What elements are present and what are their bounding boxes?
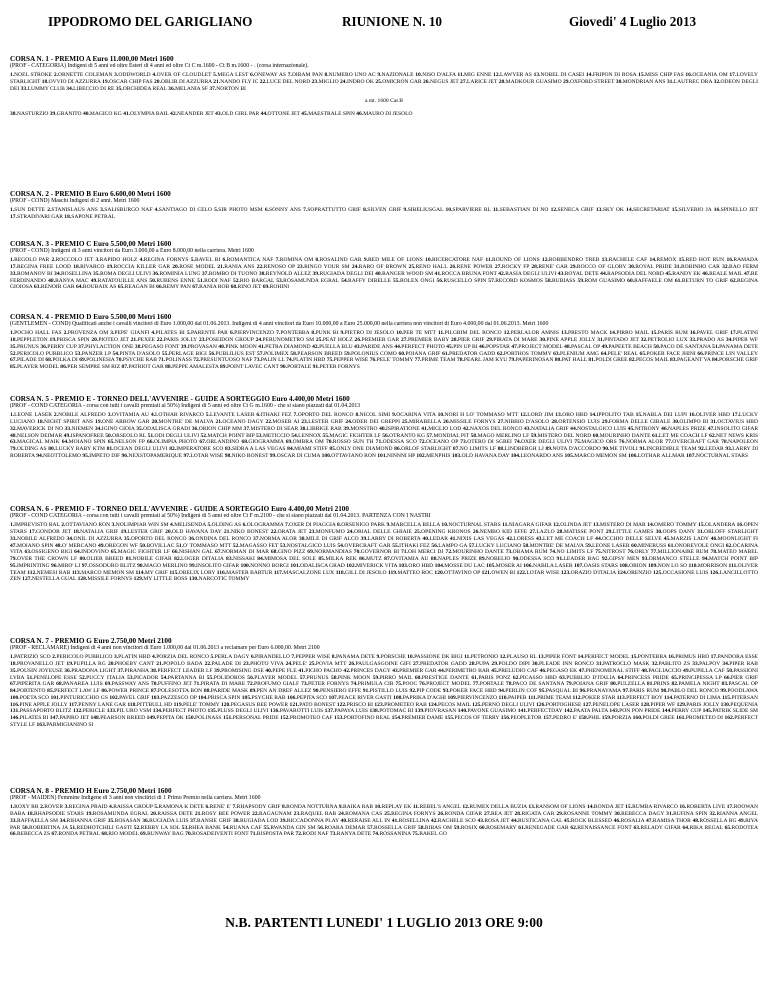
race-title: CORSA N. 3 - PREMIO C Euro 5.500,00 Metri 1600 [10, 240, 172, 248]
race-conditions: (PROF - CATEGORIA) Indigeni di 5 anni ed oltre Esteri di 4 anni ed oltre Ct C m.1600 - Ct B m.1600 - . (corsa internazionale). [10, 63, 309, 70]
race-title: CORSA N. 4 - PREMIO D Euro 5.500,00 Metri 1600 [10, 313, 172, 321]
race-entries: 1.PATRIZIO SCO 2.PERICOLO PUBBLICO 3.PLATIN HBD 4.PORZIA DEL RONCO 5.PERLA DAGY 6.PIRANDELLO 7.PEPPER WISE 8.PANAMA DETE 9.PORSCHE 10.PASSIONE DK BIGI 11.PETRONIO 12.PLAUSO RL 13.PIPER FONT 14.PERFECT MODEL 15.PONTEBBA 16.PRIMUS HBD 17.PANDORA ESSE 18.PROVANELLO JET 19.PUPILLA RG 20.PHOEBY CANT 21.POPOLO BADA 22.PALADE DI 23.PHOTO VIVA 24.PELE' 25.POVIA MTT 26.PAULGASGOINE GIFI 27.PREDATOR GADD 28.PUPA 29.POLDO DIPI 30.PLEADE INN RONCO 31.PATROCLO MASK 32.PABLITO ZS 33.PALPOV 34.PIPER RAB 35.POUSIN JOYEUSE 36.PRADONA LIGHT 37.PIRANHA 38.PERFECT LEADER LF 39.PROMISING DSE 40.PEPE FLE 41.PICHO PACHO 42.PRINCES DAGY 43.PREMIER GAR 44.PERIMETRO BAR 45.PRELUDIO CAF 46.PEGASO EK 47.PHENOMENAL STIFF 48.PAGLIACCIO 49.PUPILLA CAF 50.PASSIONI LYRA 51.PENELOPE ESSE 52.PUCCY ITALIA 53.PICADOR 54.PARTANNA BI 55.POLIDOROS 56.PLAYER MODEL 57.PRUNUS 58.PINK MOON 59.PIRRO MAIL 60.PRESTIGE DANTE 61.PARIS PONZ 62.PICASSO HBD 63.PUBBLIO D'ITALIA 64.PRINCESS PRIDE 65.PRINCIPESSA LP 66.PIER GRIF 67.PIPERITA GAR 68.PANAREA LUIS 69.PASSWAY ANS 70.PUFFINO JET 71.PIRATA DI MARE 72.PROFUMO GIALF 73.PETER FORNYS 74.PRIMULA CIR 75.POOC 76.PROJECT MODEL 77.PORTALE 78.PACO DE SANTANA 79.POIANA GRIF 80.PULZELLA 81.PRINS 82.PAMELA NIGHT 83.PASCAL OP 84.PORTENTO 85.PERFECT LAW LF 86.POWER PRINCE 87.POLESOTTA BON 88.PARIDE MASK 89.PEN AN DREF ALLEZ 90.PENSIERO EFFE 91.PISTILLO LUIS 92.PIP CODE 93.POKER FACE HBD 94.PERLIN COF 95.PASQUAL BI 96.PRANAYAMA 97.PARIS RUM 98.PABLO DEL RONCO 99.POODLAWA 100.POETA SCO 101.PINTURICCHIO GS 102.PAVEL GRIF 103.PAZZESCO OP 104.PRISCA SPIN 105.PSYCHE RAB 106.PEPITA SCO 107.PEACE RIVER GASTI 108.PAPRIKA D'AGHI 109.PIERVINCENZO 110.PAIPER 111.PRIME TEAM 112.POKER STAR 113.PERFECT BOY 114.PATERNO DI LIMA 115.PITERSAN 116.PINE APPLE JOLLY 117.PENNY LANE GAR 118.PITTBULL HD 119.PELE' TOMMY 120.PEGASUS BEE POWER 121.PATO BONEST 122.PRISCO BI 123.PROMETEO RAB 124.PECOS MAIL 125.PERNO DEGLI ULIVI 126.PORTOGHESE 127.PENELOPE LASER 128.PIPER WF 129.PARIS JOLLY 130.PEQUENIA 131.PASSAPORTO BLITZ 132.PERICLE 133.PIL URO VSM 134.PERFECT PHOTO 135.PLUSS DEGLI ULIVI 136.PAVAROTTI LUIS 137.PAPAYA LUIS 138.POTOMAC BI 139.PIOVRASAN 140.PAVONE GUASIMO 141.PERFECTDAY 142.PAATA PALTA 143.PON PON PRIDE 144.PERRY CUP 145.PATRIK SLIDE SM 146.PILATES BI 147.PAPIRO JET 148.PEARSON BREED 149.PEPITA OK 150.POLINASS 151.PERSONAL PRIDE 152.PROMOTEO CAF 153.PORTOFINO REAL 154.PREMIER DAME 155.PECOS OF TERRY 156.PEOPLETOR 157.PEDRO E' 158.PHIL 159.PORZIA 160.POLDI GREE 161.PROMETEO DI 162.PERFECT STYLE LF 163.PARMIGIANINO SI [10, 654, 759, 728]
race-conditions: (PROF - COND) Maschi Indigeni di 2 anni. Metri 1600 [10, 198, 140, 205]
race-conditions: (PROF - RECLAMARE) Indigeni di 4 anni non vincitori di Euro 1.000,00 dal 01.06.2013 a reclamare per Euro 6.000,00. Metri 2100 [10, 645, 320, 652]
race-conditions: (GENTLEMEN - COND) Qualificati anche i cavalli vincitori di Euro 1.000,00 dal 01.06.2013. Indigeni di 4 anni vincitori da Euro 10.000,00 a Euro 25.000,00 nella carriera non vincitori di Euro 4.000,00 dal 01.06.2013. Metri 1600 [10, 321, 549, 328]
race-entries: 1.IMPREVISTO RAL 2.OTTAVIANO RON 3.NOLIMPIAR WIN SM 4.MELISENDA 5.OLDING AS 6.OLOGRAMMA 7.OXER DI PIAGGIA 8.ORSENIGO PARK 9.MARCELLA BELLA 10.NOCTURNAL STARS 11.NIAGARA GIFAR 12.OLINDA JET 13.MISTERO DI MAR 14.OMERO TOMMY 15.OLANDERA 16.OPEN STARS 17.GONDOR JET 18.NATALIA GRIF 19.LESTER GRIF 20.OLD HAVANA DAY 21.NIKO BONEST 22.ORATA JET 23.MONFUMO 24.ORIAL DELLE GHIAIE 25.OPENING KRONOS 26.NEMBO KID EFFE 27.LAZLO 28.MATISSE PONT 29.LITTLE GAMES 30.OOPS DANY 31.ORLOFF STARLIGHT 33.NOBILE ALFREDO 34.ONIL DI AZZURRA 35.OPORTO DEL RONCO 36.ONDINA DEL RONCO 37.NORMA ALOR 38.MILE DI GRIF ALCO 39.LARRY DI ROBERTA 40.LEDAR 41.NIXIS LAS VEGAS 42.LORESS 43.LET ME COACH LF 44.OCCHIO DELLE SELVE 45.MARZIS LADY 46.MOONLIGHT FI 47.MOIANO SPIN 48.O' MERCANO 49.OREGON WF 50.BOVILLAC 51.O' TOMMASO MTT 52.MAGASSO FET 53.NOSTALGICO LUIS 54.OVERCRAFT GAR 55.ITHAKI FEZ 56.LAMPO GA 57.LUCKY LUCIANO 58.MONTRE' DE MALVA 59.LEONE LASER 60.MINERUSS 61.ONOREVOLE ONGI 62.OCARINA VITA 63.OSSIGENO BIGI 64.INDOVINO 65.MAGIC FIGHTER LF 66.NISHAN GAL 67.NORMAN DI MAR 68.GINO PIZZ 69.NORMANDIAS 70.GOVERNOR BI 71.OH MERCI DJ 72.MOURINHO DANTE 73.OBAMA RUM 74.NO LIMITS LF 75.NITROST 76.ORLY 77.MILLIONAIRE RUM 78.MATEO MABEL 79.OVER THE CROWN LF 80.OLIER BREED 81.NOBILE GIFAR 82.LOGER DITALIA 83.NISSAKI 84.MIMOSA DEL SOLE 85.MILKA REK 86.MUTZ 87.OVITAMIA AU 88.NAPLES PRIZE 89.NOBELIO 90.ODESSA SCO 91.LEADER BAG 92.GIPSY MEN 93.ORMANCO STELLE 94.MATCH POINT BIP 95.IMPRINTING 96.MIRO' LJ 97.OSSODURO BLITZ 98.MAGO MERLINO 99.INSOLITO GIFAR 100.NONNO BORGI 101.ODALISCA GRAD 102.MIVERICK VITA 103.ORO HBD 104.MOSSE DU LAC 105.MOSER AI 106.NABILA LASER 107.OASIS STARS 108.ORION 109.NON LO SO 110.MORRISON 111.OLIVER TEAM 112.NEMESI RAB 113.MARCO MEMON SM 114.MY GRIF 115.OBELIX LORY 116.MASTER BARTUR 117.MASCALZONE LUX 118.GILL DI JESOLO 119.MATTEO ROC 120.OTTAVINO OP 121.OWEN BI 122.LOTAR WISE 123.ORAZIO D'ITALIA 124.ORENZIO 125.OCCASIONE LUIS 126.LANCILLOTTO ZEN 127.NESTELLA GUAL 128.MISSILE FORNYS 129.MY LITTLE BOSS 130.NARCOTIC TOMMY [10, 522, 759, 583]
race-section-6 [10, 505, 758, 583]
race-entries-secondary: 38.NASTURZIO 39.GRANITO 40.MAGICO KG 41.OLYMPIA BAIL 42.NEANDER JET 43.OLD GIRL PAR 44.OTTONE JET 45.MAESTRALE SPIN 46.MAURO DI JESOLO [10, 110, 413, 117]
race-section-5 [10, 395, 758, 460]
race-entries: 1.NOEL STROKE 2.ORNETTE COLEMAN 3.ODDWORLD 4.OVER OF CLOUDLET 5.MEGA LEST 6.ONEWAY AS 7.OIRAM PAN 8.NUMERO UNO AC 9.NAZIONALE 10.NISO D'ALFA 11.MIG ENNE 12.LAWYER AS 13.NOBEL DI CASEI 14.FRIPON DI ROSA 15.MISS CHIP FAS 16.OCEANIA OM 17.LOVELY STARLIGHT 18.OVVIO DI AZZURRA 19.OSCAR CHIP FAS 20.OBLIR DI AZZURRA 21.NANDO FLY IC 22.LUCE DEL NORD 23.MIGLIO 24.INDRO OK 25.OMICRON GAR 26.NEGUS JET 27.LARICE JET 28.MADKOUR GUASIMO 29.OXFORD STREET 30.MONDRIAN ANS 31.LAUTREC DRA 32.ODEON DEGLI DEI 33.LUMMY CLUB 34.LIBECCIO DI RE 35.ORCHIDEA REAL 36.MELANIA SF 37.NORTON BI [10, 72, 758, 92]
race-entries: 1.ROXY RR 2.ROVER 3.REGINA PRAID 4.RAISSA GROUP 5.RAMONA K DETE 6.RENE' E' 7.RHAPSODY GRIF 8.RONDA NOTTURNA 9.RAIKA RAB 10.REPLAY EK 11.REBEL'S ANGEL 12.RUMEX DELLA BUZIA 13.RANSOM OF LIONS 14.RONDA JET 15.RUMBA RIVARCO 16.ROBERTA LIVE 17.ROOWAN BABA 18.RHAPSODIE STARS 19.ROSAMUNDA EGRAL 20.RAISSA DETE 21.ROSY BEE POWER 22.RAGAUNAM 23.RAQUEL RAB 24.ROMANA CAS 25.REGINA FORNYS 26.RONDA GIFAR 27.REA JET 28.RIGATA CAR 29.ROSANNE TOMMY 30.REBECCA DAGY 31.RUFINA SPIN 32.RIANNA ANGEL 33.RAFFAELLA SM 34.RIHANNA GRIF 35.ROSASAN 36.RUGIADA LUIS 37.RANSIE GRIF 38.RUGIADA LOD 39.RICCADONNA PLAY 40.RERAISE ALL IN 41.ROSELLINA 42.RACHELE SCO 43.ROSA JET 44.RUSTICANA GAL 45.ROCK BLESSED 46.ROSALIA 47.RAMISA THOR 48.ROSSELLA RG 49.RIYA PAR 50.ROBERTINA JA 51.REDHOTCHILI GASTI 52.REBBY LA SOL 53.RHEA BANK 54.RUANA CAF 55.RWANDA GIN SM 56.ROARA DEMAR 57.ROSSELLA GRIF 58.RIBAS OM 59.ROSIX 60.ROSEMARY 61.RENEGADE GAR 62.RENAISSANCE FONT 63.RELADY GIFAR 64.RIKA REGAL 65.RODOTEA 66.REBECCA ZS 67.RONDA PETRAL 68.RIO MODEL 69.RUNWAY BAG 70.ROSADEIVENTI FONT 71.RISPOSTA PAR 72.RODI NAF 73.RANYA DETE 74.ROSSANINA 75.RAKEL GO [10, 804, 759, 838]
race-title: CORSA N. 1 - PREMIO A Euro 11.000,00 Metri 1600 [10, 55, 174, 63]
race-conditions: (PROF - COND CATEGORIA - corsa con tutti i cavalli premiati al 50%) Indigeni di 5 anni ed oltre Ct G m.1600 - che si siano piazzati dal 01.04.2013 [10, 403, 361, 410]
race-section-2 [10, 190, 758, 221]
meeting-date: Giovedi' 4 Luglio 2013 [569, 14, 697, 29]
race-title: CORSA N. 5 - PREMIO E - TORNEO DELL'AVVENIRE - GUIDE A SORTEGGIO Euro 4.400,00 Metri 1600 [10, 395, 350, 403]
footer-notice: N.B. PARTENTI LUNEDI' 1 LUGLIO 2013 ORE 9:00 [225, 915, 543, 930]
race-conditions: (PROF - COND CATEGORIA - corsa con tutti i cavalli premiati al 50%) Indigeni di 5 anni ed oltre Ct F m.2100 - che si siano piazzati dal 01.04.2013. PARTENZA CON I NASTRI [10, 513, 431, 520]
race-entries: 1.LEONE LASER 2.NOBILE ALFREDO 3.OVITAMIA AU 4.LOTHAR RIVARCO 5.LEVANTE LASER 6.ITHAKI FEZ 7.OPORTO DEL RONCO 8.NICOL SIMI 9.OCARINA VITA 10.NORI H LO' TOMMASO MTT 12.LORD JIM 13.ORO HBD 14.IPPOLITO TAB 15.NABLA DEI LUPI 16.OLIVER HBD 17.LUCKY LUCIANO 18.NIGHT SPIRIT ANS 19.ONE ARROW GAR 20.MONTRE' DE MALVA 21.OCEANO DAGY 22.MOSER AI 23.LESTER GRIF 24.ODER DEI GREPPI 25.MIRABELLA 26.MISSILE FORNYS 27.NIBBIO D'ASOLO 28.ORTENSIO LUIS 29.FORMA DELLE GIRALE 30.OLIMPO BI 31.OCTAVIUS HBD 32.MAVERICK DI NO 33.NIEMEN 34.IGINO GIOIA 35.ODALISCA GRADI 36.ORION CHIP MM 37.MISTERO DI SEAR 38.LIBRIGE RAB 39.MONSTRO 40.ISPIRATIONE 41.MIGLIO LOD 42.NAXOS DEL RONCO 43.NATALIA GRIF 44.NOSTALGICO LUIS 45.NITRONY 46.NAPLES PRIZE 47.INSOLITO GIFAR 48.NELSON DEIMAR 49.ISPANOFREE 50.ORSEOLO RL 51.ODI DEGLI ULIVI 52.MATCH POINT BIP 53.METICCIO 54.LENNOX 55.MAGIC FIGHTER LF 56.OTRANTO KG 57.MONDIAL PIT 58.MAGO MERLINO LF 59.MISTERO DEL NORD 60.MOURINHO DANTE 61.LET ME COACH LF 62.NET NEWS KRIS 63.MAGICAL MAIK 64.MOIANO SPIN 65.NELSON FP 66.OLIMPIA PHOTO 67.ORLANDINO 68.GIOGRAMMA 69.OMBRA OM 70.ROSSO SUN TH 71.ODESSA SCO 72.OCEANO OP 73.OTERO DI SGREI 74.OXER DEGLI ULIVI 75.MAGICO ORS 76.NORMA ALOR 77.OVERCRAFT GAR 78.NAPOLEON 79.OLDING AS 80.LUCKY BABY KTM 81.OCEAN DEGLI ULIVI 82.IMPERATORE SCO 83.SIDRA A LAS VEGAS 84.MIAMI STIFF 85.ONLY ONE DIAMOND 86.ORLOF STARLIGHT 87.NO LIMITS LF 88.LINDBERGH LJ 89.NOTA D'ACCORDO 90.ME TIVOLI 91.INCREDIBLE TEAM 92.LEDAR 93.LARRY DI ROBERTA 94.NEOTTOLEMO 95.IMPETO DIF 96.NEXSTOPAMERIQUE 97.LOTAR WISE 98.NIKO BONEST 99.OSCAR DI CUMA 100.OTTAVIANO RON 101.NINNNI HP 102.MENPHIS 103.OLD HAVANA DAY 104.LEONARDO ANS 105.MARCO MEMON SM 106.LOTHAR ALLMAR 107.NOCTURNAL STARS [10, 412, 759, 459]
race-category-note: a mt. 1600 Cat.B [364, 97, 404, 104]
race-section-3 [10, 240, 758, 291]
page-header [0, 14, 768, 34]
race-title: CORSA N. 7 - PREMIO G Euro 2.750,00 Metri 2100 [10, 637, 172, 645]
race-title: CORSA N. 8 - PREMIO H Euro 2.750,00 Metri 1600 [10, 787, 172, 795]
race-entries: 1.REGOLO PAR 2.ROCCOLO JET 3.RAPIDO HOLZ 4.REGINA FORNYS 5.RAVEL BI 6.ROMANTICA NAF 7.ROMINA OM 8.ROSALIND GAR 9.RED MILE OF LIONS 10.RICERCATORE NAF 11.ROUND OF LIONS 12.ROBBENDRO TREB 13.RACHELE CAF 14.REMOX 15.RED HOT RUN 16.RAMADA 17.REGINA FREE LOOD 18.RIVARCO 19.ROCCIA KILLER GAR 20.ROSE MODEL 21.RANIA ANS 22.RENOSO OP 23.RINGO YOUR SM 24.RARO OF BROWN 25.RENO HALL 26.RENE POWER 27.ROCKY FP 28.RENE' GAR 29.ROCCO OF GLORY 30.ROYAL PRIDE 31.ROBINHO CAR 32.RAO FERM 33.ROMANOV BI 34.ROSELLINA 35.ROMA DEGLI ULIVI 36.ROMINIA LUNG 37.ROMBO DI TUONO 38.REYNOLD ALLEZ 39.RUGIADA DEGLI DEI 40.RANGER WOOD SM 41.ROCCA BRUNA FONT 42.RASIA DEGLI ULIVI 43.ROYAL DETE 44.RAPSODIA DEL NORD 45.RANDY EK 46.REALE MAIL 47.RE FERDINANDO 48.RANYA MAC 49.RATATOUILLE ANS 50.RUBENS ENNE 51.RODI NAF 52.RIO BARGAL 53.ROSAMUNDA EGRAL 54.RAFFY DIBELLE 55.ROLEX ONGI 56.RUSCELLO SPIN 57.RECORD KOSMOS 58.RUBIASS 59.ROM GUASIMO 60.RAFFAELE OM 61.RETURN TO GRIF 62.REGINA GIOIOSA 63.RENOIR GAR 64.ROUBAIX AS 65.REAGAN BI 66.REMY PAN 67.RANIA ROB 68.RINO JET 69.ROHINI [10, 257, 759, 291]
race-section-4 [10, 313, 758, 371]
race-conditions: (PROF - MAIDEN) Femmine Indigene di 3 anni non vincitrici di 1 Primo Premio nella carriera. Metri 1600 [10, 795, 261, 802]
race-section-8 [10, 787, 758, 838]
race-title: CORSA N. 2 - PREMIO B Euro 6.600,00 Metri 1600 [10, 190, 171, 198]
racecourse-name: IPPODROMO DEL GARIGLIANO [48, 14, 253, 29]
race-entries: 1.POCHO HALL FAS 2.PROVENZA OM 3.PEPE' GIANFI 4.PILATES BI 5.PARENTE PAR 6.PIERVINCENZO 7.PONTEBBA 8.PUNK BI 9.PIETRO DI JESOLO 10.PER TE MTT 11.PILGRIM DEL RONCO 12.PERLALOR AMNIS 13.PRESTO MACK 14.PIRRO MAIL 15.PARIS RUM 16.PAVEL GRIF 17.PLATINI 18.PEPPLETON 19.PRISCA SPIN 20.PIOTEO JET 21.PEXEE 22.PARIS JOLLY 23.POSEIDON GROUP 24.PERUNOMETRO SM 25.PEAT HOLZ 26.PREMIER GAR 27.PREMIER BABY 28.PIER GRIF 29.PIRATA DI MARE 30.PINE APPLE JOLLY 31.PINTADO JET 32.PETROLIO LUX 33.PRADO AS 34.PIPER WF 35.PRUNUS 36.PERRY CUP 37.PHYLACTION ONE 38.PEGASO FONT 39.PROVASAN 40.PINK MOON 41.PETRA DIAMOND 42.PUELLA BLU 43.PARIDE ANS 44.PERFECT PHOTO 45.PIN UP BI 46.POPSTAR 47.PROJECT MODEL 48.PASCAL OP 49.PAPEETE BEACH 50.PACO DE SANTANA 51.PANAMA DETE 52.PERICOLO PUBBLICO 53.PANZER LP 54.PINTA D'ASOLO 55.PERLAGE BIGI 56.PUBLILIUS EST 57.POLIMEX 58.PEARSON BREED 59.POLONIUS COMO 60.POIANA GRIF 61.PREDATOR GADD 62.PORTHOS TOMMY 63.PLENIUM AMG 64.PELE' REAL 65.POKER FACE JHINI 66.PRINCE LIN VALLEY 67.PILADE DI 68.POLKA DI 69.POLINESIA 70.PSYCHE RAB 71.POLINASS 72.PRESUNTUOSO NAF 73.PALIN LL 74.PLATIN HBD 75.PEPPER WISE 76.PELE' TOMMY 77.PRIME TEAM 78.PEARL JAM KYU 79.PAPERINOSAN 80.PAT HALL 81.POLDI GREE 82.PECOS MAIL 83.PAGEANT VA 84.PORSCHE GRIF 85.PLAYER MODEL 86.PER SEMPRE SM RIZ 87.PATRIOT GAR 88.PEPPE AMALESTA 89.POINT LAVEC CANT 90.PORTALE 91.PETER FORNYS [10, 330, 759, 371]
race-conditions: (PROF - COND) Indigeni di 3 anni vincitori da Euro 3.000,00 a Euro 8.000,00 nella carriera. Metri 1600 [10, 248, 254, 255]
race-section-7 [10, 637, 758, 729]
meeting-number: RIUNIONE N. 10 [342, 14, 443, 29]
race-section-1 [10, 55, 758, 117]
race-title: CORSA N. 6 - PREMIO F - TORNEO DELL'AVVENIRE - GUIDE A SORTEGGIO Euro 4.400,00 Metri 2100 [10, 505, 349, 513]
race-entries: 1.SUN DETTE 2.STANISLAUS ANS 3.SALISBURGO NAF 4.SANTIAGO DI CELO 5.SIR PHOTO MSM 6.SONNY ANS 7.SOPRATTUTTO GRIF 8.SILVEN GRIF 9.SIBELIUSGAL 10.SPARVIERE RL 11.SEBASTIAN DI NO 12.SENECA GRIF 13.SKY OK 14.SECRETARIAT 15.SILVERIO JA 16.SPINELLO JET 17.STRADIVARI GAR 18.SAPONE PETRAL [10, 207, 758, 221]
